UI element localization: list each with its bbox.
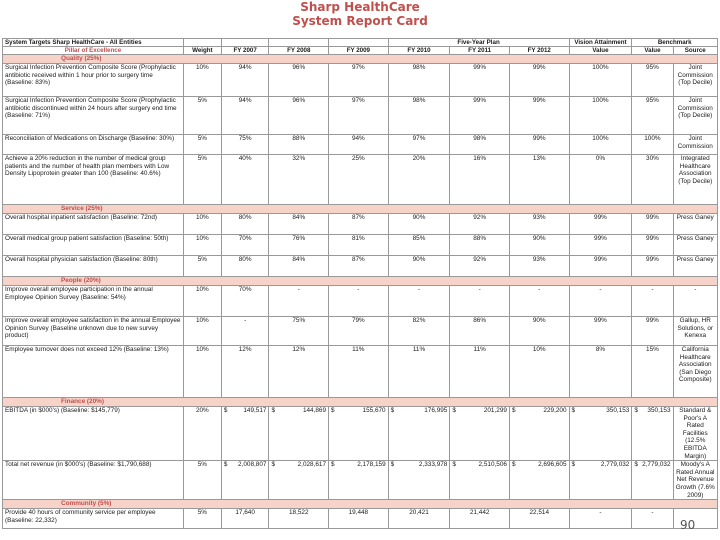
fy2009-cell: 79% bbox=[329, 317, 389, 346]
benchmark-value-cell: 99% bbox=[632, 256, 673, 277]
fy2007-cell: - bbox=[221, 317, 269, 346]
target-description: Surgical Infection Prevention Composite Score (Prophylactic antibiotic received within 1 hour prior to surgery time (Baseline: 83%) bbox=[3, 64, 184, 97]
fy2012-cell: 93% bbox=[509, 256, 569, 277]
currency-amount: 2,510,506 bbox=[478, 461, 507, 469]
vision-value-cell: 99% bbox=[569, 214, 632, 235]
target-description: Overall hospital inpatient satisfaction (Baseline: 72nd) bbox=[3, 214, 184, 235]
fy2011-cell: 92% bbox=[450, 256, 510, 277]
table-row bbox=[3, 135, 718, 155]
benchmark-value-cell bbox=[632, 407, 673, 461]
fy2012-cell: 90% bbox=[509, 317, 569, 346]
benchmark-source-cell: Press Ganey bbox=[673, 214, 717, 235]
fy2009-cell bbox=[329, 407, 389, 461]
weight-cell: 10% bbox=[183, 346, 221, 398]
pillar-row bbox=[3, 55, 718, 64]
fy2011-cell: - bbox=[450, 286, 510, 317]
fy2012-cell: 99% bbox=[509, 135, 569, 155]
target-description: Overall medical group patient satisfaction (Baseline: 50th) bbox=[3, 235, 184, 256]
table-row bbox=[3, 235, 718, 256]
vision-value-cell: 100% bbox=[569, 97, 632, 135]
currency-amount: 201,299 bbox=[483, 407, 507, 414]
fy2009-cell: - bbox=[329, 286, 389, 317]
header-fy2008: FY 2008 bbox=[269, 47, 329, 55]
header-vision-value: Value bbox=[569, 47, 632, 55]
header-fy2010: FY 2010 bbox=[388, 47, 450, 55]
table-row bbox=[3, 509, 718, 529]
fy2009-cell: 81% bbox=[329, 235, 389, 256]
currency-amount: 155,670 bbox=[362, 407, 386, 414]
fy2009-cell bbox=[329, 461, 389, 500]
fy2007-cell: 94% bbox=[221, 97, 269, 135]
fy2009-cell: 11% bbox=[329, 346, 389, 398]
fy2007-cell bbox=[221, 461, 269, 500]
fy2008-cell: 84% bbox=[269, 256, 329, 277]
fy2008-cell: 32% bbox=[269, 155, 329, 205]
target-description: Improve overall employee satisfaction in the annual Employee Opinion Survey (Baseline unknown due to new survey product) bbox=[3, 317, 184, 346]
benchmark-source-cell: Joint Commission (Top Decile) bbox=[673, 97, 717, 135]
currency-amount: 350,153 bbox=[606, 407, 630, 414]
vision-value-cell: - bbox=[569, 509, 632, 529]
fy2010-cell: 98% bbox=[388, 97, 450, 135]
target-description: Total net revenue (in $000's) (Baseline: $1,790,688) bbox=[3, 461, 184, 500]
weight-cell: 5% bbox=[183, 461, 221, 500]
header-row-1 bbox=[3, 39, 718, 47]
pillar-row bbox=[3, 500, 718, 509]
fy2009-cell: 97% bbox=[329, 64, 389, 97]
weight-cell: 10% bbox=[183, 317, 221, 346]
weight-cell: 10% bbox=[183, 286, 221, 317]
weight-cell: 10% bbox=[183, 214, 221, 235]
table-row bbox=[3, 461, 718, 500]
page-number: 90 bbox=[680, 518, 696, 532]
currency-amount: 149,517 bbox=[243, 407, 267, 414]
vision-value-cell: 0% bbox=[569, 155, 632, 205]
table-row bbox=[3, 155, 718, 205]
benchmark-source-cell: Standard & Poor's A Rated Facilities (12.5% EBITDA Margin) bbox=[673, 407, 717, 461]
target-description: Reconciliation of Medications on Discharge (Baseline: 30%) bbox=[3, 135, 184, 155]
pillar-name: Finance (20%) bbox=[3, 398, 718, 407]
weight-cell: 10% bbox=[183, 235, 221, 256]
benchmark-value-cell: 95% bbox=[632, 64, 673, 97]
benchmark-source-cell: Joint Commission (Top Decile) bbox=[673, 64, 717, 97]
fy2007-cell: 17,640 bbox=[221, 509, 269, 529]
target-description: Achieve a 20% reduction in the number of medical group patients and the number of health plan members with Low Density Lipoprotein greater than 100 (Baseline: 40.6%) bbox=[3, 155, 184, 205]
fy2011-cell: 11% bbox=[450, 346, 510, 398]
benchmark-source-cell: Moody's A Rated Annual Net Revenue Growth (7.6% 2009) bbox=[673, 461, 717, 500]
fy2008-cell: 96% bbox=[269, 64, 329, 97]
pillar-name: Community (5%) bbox=[3, 500, 718, 509]
fy2010-cell bbox=[388, 407, 450, 461]
fy2011-cell: 98% bbox=[450, 135, 510, 155]
target-description: Surgical Infection Prevention Composite Score (Prophylactic antibiotic discontinued within 24 hours after surgery end time (Baseline: 71%) bbox=[3, 97, 184, 135]
pillar-name: Service (25%) bbox=[3, 205, 718, 214]
benchmark-source-cell: Gallup, HR Solutions, or Kenexa bbox=[673, 317, 717, 346]
weight-cell: 5% bbox=[183, 135, 221, 155]
vision-value-cell: 100% bbox=[569, 135, 632, 155]
currency-symbol: $ bbox=[271, 407, 276, 414]
fy2007-cell: 80% bbox=[221, 214, 269, 235]
pillar-name: Quality (25%) bbox=[3, 55, 718, 64]
weight-cell: 5% bbox=[183, 256, 221, 277]
fy2007-cell: 80% bbox=[221, 256, 269, 277]
fy2012-cell bbox=[509, 461, 569, 500]
header-benchmark-value: Value bbox=[632, 47, 673, 55]
table-row bbox=[3, 214, 718, 235]
benchmark-value-cell: - bbox=[632, 509, 673, 529]
fy2011-cell bbox=[450, 461, 510, 500]
table-row bbox=[3, 317, 718, 346]
fy2008-cell: 12% bbox=[269, 346, 329, 398]
report-card-table bbox=[2, 38, 718, 529]
currency-amount: 350,153 bbox=[647, 407, 671, 414]
report-subtitle: System Report Card bbox=[292, 14, 428, 28]
fy2011-cell bbox=[450, 407, 510, 461]
currency-symbol: $ bbox=[271, 461, 276, 469]
currency-amount: 2,333,978 bbox=[418, 461, 448, 469]
benchmark-value-cell: 99% bbox=[632, 235, 673, 256]
currency-symbol: $ bbox=[331, 461, 335, 469]
currency-symbol: $ bbox=[571, 407, 576, 414]
currency-amount: 2,028,617 bbox=[297, 461, 327, 469]
currency-symbol: $ bbox=[223, 461, 228, 469]
fy2007-cell: 94% bbox=[221, 64, 269, 97]
currency-amount: 229,200 bbox=[543, 407, 567, 414]
currency-symbol: $ bbox=[390, 407, 395, 414]
fy2012-cell: 90% bbox=[509, 235, 569, 256]
fy2010-cell: 90% bbox=[388, 256, 450, 277]
benchmark-source-cell: - bbox=[673, 286, 717, 317]
currency-amount: 176,995 bbox=[424, 407, 448, 414]
currency-symbol: $ bbox=[452, 461, 456, 469]
header-benchmark-source: Source bbox=[673, 47, 717, 55]
fy2007-cell: 75% bbox=[221, 135, 269, 155]
fy2009-cell: 97% bbox=[329, 97, 389, 135]
fy2007-cell: 40% bbox=[221, 155, 269, 205]
fy2009-cell: 25% bbox=[329, 155, 389, 205]
header-fy2011: FY 2011 bbox=[450, 47, 510, 55]
fy2007-cell: 70% bbox=[221, 235, 269, 256]
fy2012-cell: 10% bbox=[509, 346, 569, 398]
target-description: Employee turnover does not exceed 12% (Baseline: 13%) bbox=[3, 346, 184, 398]
fy2012-cell: 22,514 bbox=[509, 509, 569, 529]
fy2009-cell: 19,448 bbox=[329, 509, 389, 529]
fy2012-cell: 99% bbox=[509, 97, 569, 135]
weight-cell: 5% bbox=[183, 155, 221, 205]
header-vision: Vision Attainment bbox=[569, 39, 632, 47]
table-row bbox=[3, 407, 718, 461]
fy2008-cell: 76% bbox=[269, 235, 329, 256]
fy2010-cell: 97% bbox=[388, 135, 450, 155]
weight-cell: 20% bbox=[183, 407, 221, 461]
table-row bbox=[3, 286, 718, 317]
benchmark-value-cell: - bbox=[632, 286, 673, 317]
header-benchmark: Benchmark bbox=[632, 39, 718, 47]
fy2012-cell: 13% bbox=[509, 155, 569, 205]
weight-cell: 5% bbox=[183, 509, 221, 529]
currency-amount: 2,178,159 bbox=[357, 461, 386, 469]
currency-amount: 2,008,807 bbox=[238, 461, 267, 469]
benchmark-source-cell: Joint Commission bbox=[673, 135, 717, 155]
pillar-row bbox=[3, 277, 718, 286]
fy2012-cell: 93% bbox=[509, 214, 569, 235]
pillar-name: People (20%) bbox=[3, 277, 718, 286]
fy2012-cell: - bbox=[509, 286, 569, 317]
fy2009-cell: 87% bbox=[329, 214, 389, 235]
benchmark-source-cell: Integrated Healthcare Association (Top Decile) bbox=[673, 155, 717, 205]
target-description: Provide 40 hours of community service per employee (Baseline: 22,332) bbox=[3, 509, 184, 529]
fy2010-cell: 20% bbox=[388, 155, 450, 205]
currency-symbol: $ bbox=[390, 461, 395, 469]
currency-symbol: $ bbox=[223, 407, 228, 414]
fy2012-cell bbox=[509, 407, 569, 461]
fy2011-cell: 92% bbox=[450, 214, 510, 235]
benchmark-value-cell: 15% bbox=[632, 346, 673, 398]
fy2010-cell: 98% bbox=[388, 64, 450, 97]
fy2007-cell bbox=[221, 407, 269, 461]
target-description: Overall hospital physician satisfaction (Baseline: 80th) bbox=[3, 256, 184, 277]
vision-value-cell: 99% bbox=[569, 317, 632, 346]
currency-symbol: $ bbox=[452, 407, 456, 414]
fy2008-cell: 75% bbox=[269, 317, 329, 346]
table-row bbox=[3, 97, 718, 135]
currency-amount: 144,869 bbox=[302, 407, 327, 414]
currency-symbol: $ bbox=[634, 461, 638, 469]
currency-amount: 2,779,032 bbox=[600, 461, 630, 469]
fy2008-cell: 84% bbox=[269, 214, 329, 235]
header-label: System Targets Sharp HealthCare - All Entities bbox=[3, 39, 184, 47]
report-title: Sharp HealthCare bbox=[300, 0, 420, 14]
weight-cell: 5% bbox=[183, 97, 221, 135]
fy2010-cell: 82% bbox=[388, 317, 450, 346]
table-row bbox=[3, 64, 718, 97]
weight-cell: 10% bbox=[183, 64, 221, 97]
fy2011-cell: 16% bbox=[450, 155, 510, 205]
currency-amount: 2,779,032 bbox=[642, 461, 671, 469]
fy2007-cell: 70% bbox=[221, 286, 269, 317]
benchmark-value-cell: 99% bbox=[632, 317, 673, 346]
fy2011-cell: 99% bbox=[450, 64, 510, 97]
header-five-year-plan: Five-Year Plan bbox=[388, 39, 569, 47]
fy2011-cell: 86% bbox=[450, 317, 510, 346]
fy2010-cell: 11% bbox=[388, 346, 450, 398]
fy2012-cell: 99% bbox=[509, 64, 569, 97]
pillar-row bbox=[3, 398, 718, 407]
header-pillar: Pillar of Excellence bbox=[3, 47, 184, 55]
table-row bbox=[3, 256, 718, 277]
fy2011-cell: 99% bbox=[450, 97, 510, 135]
target-description: Improve overall employee participation in the annual Employee Opinion Survey (Baseline: 54%) bbox=[3, 286, 184, 317]
currency-symbol: $ bbox=[571, 461, 576, 469]
currency-symbol: $ bbox=[634, 407, 638, 414]
fy2010-cell: - bbox=[388, 286, 450, 317]
header-fy2009: FY 2009 bbox=[329, 47, 389, 55]
report-titles bbox=[0, 0, 720, 28]
currency-symbol: $ bbox=[331, 407, 335, 414]
fy2009-cell: 94% bbox=[329, 135, 389, 155]
vision-value-cell: 100% bbox=[569, 64, 632, 97]
fy2010-cell bbox=[388, 461, 450, 500]
currency-symbol: $ bbox=[511, 407, 516, 414]
fy2008-cell: 18,522 bbox=[269, 509, 329, 529]
fy2011-cell: 88% bbox=[450, 235, 510, 256]
benchmark-source-cell: Press Ganey bbox=[673, 235, 717, 256]
fy2008-cell bbox=[269, 407, 329, 461]
vision-value-cell: 99% bbox=[569, 235, 632, 256]
benchmark-value-cell bbox=[632, 461, 673, 500]
benchmark-value-cell: 99% bbox=[632, 214, 673, 235]
header-fy2007: FY 2007 bbox=[221, 47, 269, 55]
benchmark-value-cell: 30% bbox=[632, 155, 673, 205]
benchmark-source-cell: California Healthcare Association (San Diego Composite) bbox=[673, 346, 717, 398]
table-row bbox=[3, 346, 718, 398]
vision-value-cell bbox=[569, 461, 632, 500]
fy2011-cell: 21,442 bbox=[450, 509, 510, 529]
fy2009-cell: 87% bbox=[329, 256, 389, 277]
fy2008-cell: 88% bbox=[269, 135, 329, 155]
vision-value-cell: 99% bbox=[569, 256, 632, 277]
fy2008-cell: - bbox=[269, 286, 329, 317]
fy2010-cell: 85% bbox=[388, 235, 450, 256]
fy2008-cell: 96% bbox=[269, 97, 329, 135]
fy2008-cell bbox=[269, 461, 329, 500]
header-row-2 bbox=[3, 47, 718, 55]
vision-value-cell bbox=[569, 407, 632, 461]
benchmark-value-cell: 95% bbox=[632, 97, 673, 135]
pillar-row bbox=[3, 205, 718, 214]
currency-amount: 2,696,605 bbox=[538, 461, 567, 469]
benchmark-value-cell: 100% bbox=[632, 135, 673, 155]
target-description: EBITDA (in $000's) (Baseline: $145,779) bbox=[3, 407, 184, 461]
fy2007-cell: 12% bbox=[221, 346, 269, 398]
fy2010-cell: 20,421 bbox=[388, 509, 450, 529]
header-fy2012: FY 2012 bbox=[509, 47, 569, 55]
currency-symbol: $ bbox=[511, 461, 516, 469]
fy2010-cell: 90% bbox=[388, 214, 450, 235]
header-weight: Weight bbox=[183, 47, 221, 55]
vision-value-cell: 8% bbox=[569, 346, 632, 398]
benchmark-source-cell: Press Ganey bbox=[673, 256, 717, 277]
report-card-body bbox=[3, 55, 718, 529]
vision-value-cell: - bbox=[569, 286, 632, 317]
